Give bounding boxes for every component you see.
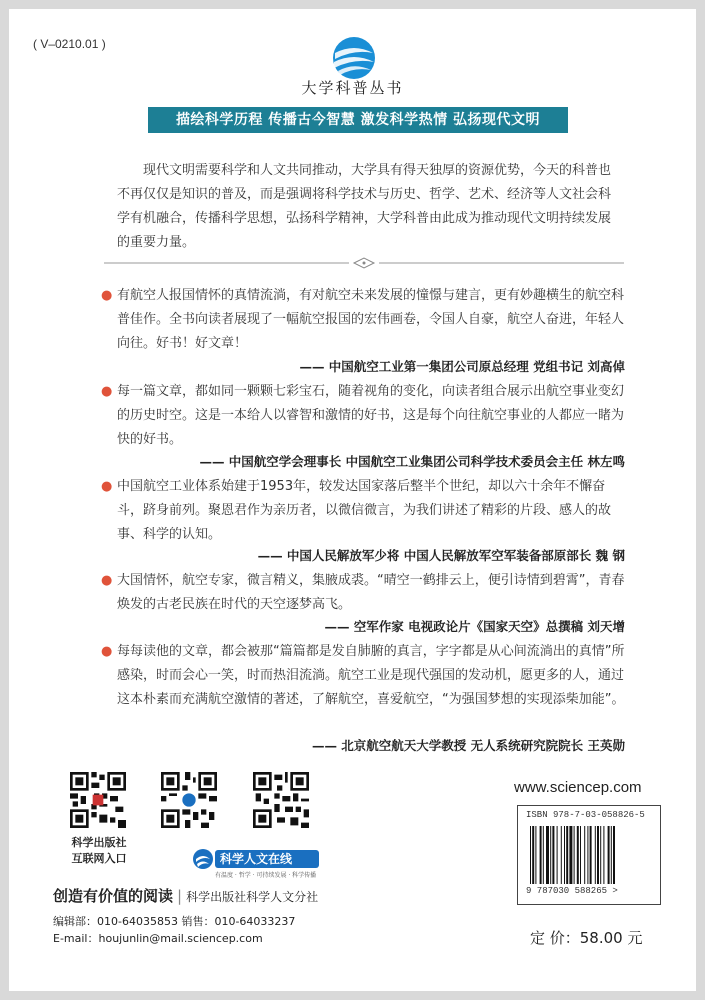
slogan-banner: 描绘科学历程 传播古今智慧 激发科学热情 弘扬现代文明 <box>148 107 568 133</box>
book-price: 定 价：58.00 元 <box>530 929 643 947</box>
slogan-text: 创造有价值的阅读 <box>53 887 174 905</box>
bullet-icon: ● <box>101 479 113 494</box>
review-text: 每一篇文章，都如同一颗颗七彩宝石，随着视角的变化，向读者组合展示出航空事业变幻的历史时空。这是一本给人以睿智和激情的好书，这是每个向往航空事业的人都应一睹为快的好书。 <box>117 384 625 447</box>
review-3 <box>101 475 627 547</box>
review-2 <box>101 380 627 452</box>
contact-phones: 编辑部：010-64035853 销售：010-64033237 <box>53 915 296 928</box>
review-1 <box>101 284 627 356</box>
review-text: 大国情怀，航空专家，微言精义，集腋成裘。“晴空一鹤排云上，便引诗情到碧霄”，青春焕发的古老民族在时代的天空逐梦高飞。 <box>117 573 625 612</box>
isbn-barcode-box <box>517 805 661 905</box>
series-globe-icon <box>331 35 377 81</box>
bullet-icon: ● <box>101 288 113 303</box>
review-text: 中国航空工业体系始建于1953年，较发达国家落后整半个世纪，却以六十余年不懈奋斗，跻身前列。聚恩君作为亲历者，以微信微言，为我们讲述了精彩的片段、感人的故事、科学的认知。 <box>117 479 612 542</box>
qr-code-icon[interactable] <box>161 772 217 828</box>
qr-caption-line: 互联网入口 <box>71 852 127 865</box>
qr-caption-line: 科学出版社 <box>71 836 127 849</box>
qr-caption <box>49 835 149 867</box>
bullet-icon: ● <box>101 573 113 588</box>
back-cover <box>9 9 696 991</box>
review-signature: —— 中国航空学会理事长 中国航空工业集团公司科学技术委员会主任 林左鸣 <box>199 454 625 469</box>
reading-slogan <box>53 885 318 906</box>
contact-email[interactable]: E-mail：houjunlin@mail.sciencep.com <box>53 932 263 945</box>
review-4 <box>101 569 627 617</box>
online-logo-text: 科学人文在线 <box>220 852 293 866</box>
review-signature: —— 中国人民解放军少将 中国人民解放军空军装备部原部长 魏 钢 <box>257 548 625 563</box>
slogan-separator: | <box>177 887 183 905</box>
book-code: ( V–0210.01 ) <box>33 37 106 51</box>
series-name: 大学科普丛书 <box>301 79 404 97</box>
barcode-number: 9 787030 588265 > <box>526 886 618 896</box>
review-text: 每每读他的文章，都会被那“篇篇都是发自肺腑的真言，字字都是从心间流淌出的真情”所感染，时而会心一笑，时而热泪流淌。航空工业是现代强国的发动机，愿更多的人，通过这本朴素而充满航空激情的著述，了解航空，喜爱航空，“为强国梦想的实现添柴加能”。 <box>117 644 625 707</box>
qr-code-icon[interactable] <box>253 772 309 828</box>
review-signature: —— 北京航空航天大学教授 无人系统研究院院长 王英勋 <box>311 738 625 753</box>
qr-code-icon[interactable] <box>70 772 126 828</box>
review-signature: —— 中国航空工业第一集团公司原总经理 党组书记 刘高倬 <box>299 359 625 374</box>
isbn-number: ISBN 978-7-03-058826-5 <box>526 810 645 820</box>
science-humanities-online-logo <box>191 845 321 881</box>
barcode-icon <box>528 826 650 884</box>
bullet-icon: ● <box>101 384 113 399</box>
ornament-divider <box>104 257 624 269</box>
review-text: 有航空人报国情怀的真情流淌，有对航空未来发展的憧憬与建言，更有妙趣横生的航空科普佳作。全书向读者展现了一幅航空报国的宏伟画卷，令国人自豪，航空人奋进，年轻人向往。好书！好文章！ <box>117 288 625 351</box>
publisher-division: 科学出版社科学人文分社 <box>186 890 319 904</box>
intro-paragraph: 现代文明需要科学和人文共同推动，大学具有得天独厚的资源优势，今天的科普也不再仅仅是知识的普及，而是强调将科学技术与历史、哲学、艺术、经济等人文社会科学有机融合，传播科学思想，弘扬科学精神，大学科普由此成为推动现代文明持续发展的重要力量。 <box>117 163 612 250</box>
review-signature: —— 空军作家 电视政论片《国家天空》总撰稿 刘天增 <box>324 619 625 634</box>
bullet-icon: ● <box>101 644 113 659</box>
publisher-website[interactable]: www.sciencep.com <box>514 779 642 796</box>
online-logo-subtitle: 有温度 · 哲学 · 可持续发展 · 科学传播 <box>215 872 317 879</box>
review-5 <box>101 640 627 712</box>
